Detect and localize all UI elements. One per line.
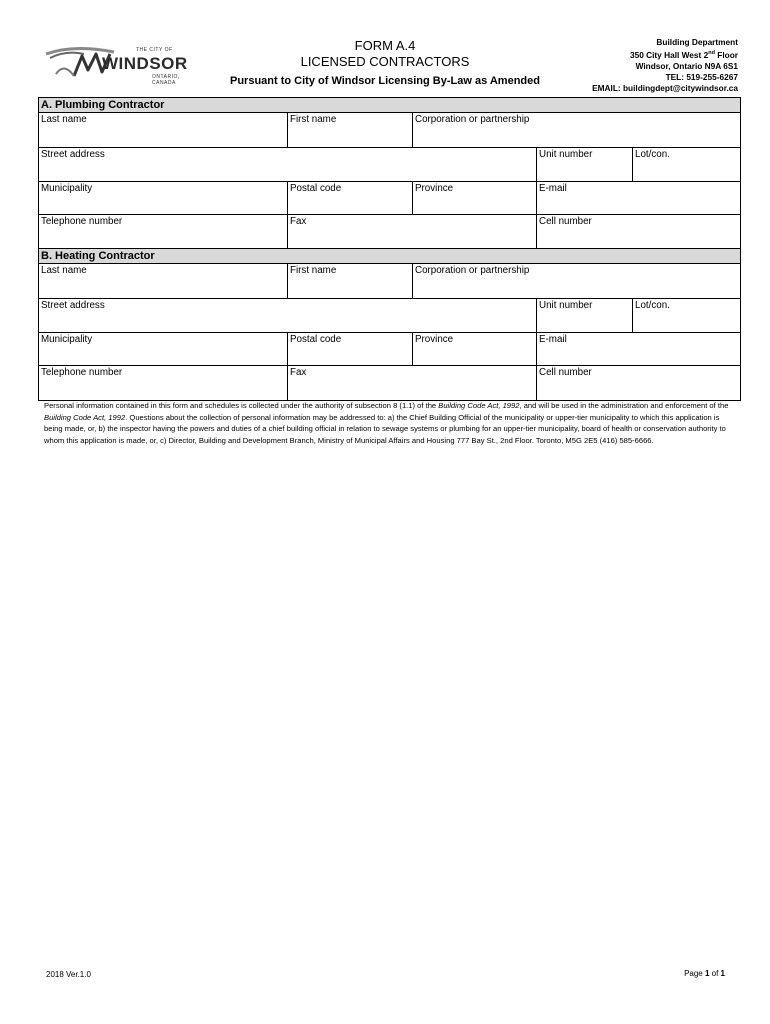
- plumbing-phone-row: [39, 215, 740, 249]
- plumbing-province-field[interactable]: Province: [413, 182, 537, 214]
- form-title-block: [220, 38, 550, 90]
- page-indicator: Page 1 of 1: [684, 969, 725, 978]
- plumbing-municipality-field[interactable]: Municipality: [39, 182, 288, 214]
- plumbing-postal-field[interactable]: Postal code: [288, 182, 413, 214]
- heating-street-field[interactable]: Street address: [39, 299, 537, 332]
- heating-section-heading: B. Heating Contractor: [39, 249, 740, 264]
- heating-contractor-section: [38, 248, 741, 401]
- plumbing-telephone-field[interactable]: Telephone number: [39, 215, 288, 249]
- plumbing-email-field[interactable]: E-mail: [539, 183, 567, 194]
- plumbing-street-field[interactable]: Street address: [39, 148, 537, 181]
- heating-postal-field[interactable]: Postal code: [288, 333, 413, 365]
- heating-lot-field[interactable]: Lot/con.: [635, 300, 670, 311]
- heating-name-row: [39, 264, 740, 299]
- form-version: 2018 Ver.1.0: [46, 970, 91, 979]
- heating-email-field[interactable]: E-mail: [539, 334, 567, 345]
- plumbing-contractor-section: [38, 97, 741, 250]
- plumbing-fax-field[interactable]: Fax: [288, 215, 537, 249]
- privacy-notice: Personal information contained in this form and schedules is collected under the authority of subsection 8 (1.1) of the Building Code Act, 1992, and will be used in the administration and enforcement of the Building Code Act, 1992. Questions about the collection of personal information may be addressed to: a) the Chief Building Official of the municipality or upper-tier municipality to which this application is being made, or, b) the inspector having the powers and duties of a chief building official in relation to sewage systems or plumbing for an upper-tier municipality, board of health or conservation authority to whom this application is made, or, c) Director, Building and Development Branch, Ministry of Municipal Affairs and Housing 777 Bay St., 2nd Floor. Toronto, M5G 2E5 (416) 585-6666.: [44, 401, 729, 445]
- plumbing-unit-field[interactable]: Unit number: [537, 148, 633, 181]
- department-name: Building Department: [656, 37, 738, 47]
- form-title: LICENSED CONTRACTORS: [300, 54, 470, 69]
- department-address: [592, 37, 738, 94]
- heating-phone-row: [39, 366, 740, 400]
- heating-location-row: [39, 333, 740, 366]
- plumbing-address-row: [39, 148, 740, 182]
- plumbing-first-name-field[interactable]: First name: [288, 113, 413, 147]
- windsor-logo: [44, 42, 204, 86]
- heating-telephone-field[interactable]: Telephone number: [39, 366, 288, 400]
- form-number: FORM A.4: [354, 38, 416, 53]
- plumbing-location-row: [39, 182, 740, 215]
- department-city: Windsor, Ontario N9A 6S1: [635, 60, 738, 71]
- department-tel: TEL: 519-255-6267: [665, 71, 738, 82]
- heating-municipality-field[interactable]: Municipality: [39, 333, 288, 365]
- plumbing-name-row: [39, 113, 740, 148]
- plumbing-section-heading: A. Plumbing Contractor: [39, 98, 740, 113]
- logo-bottom-text: ONTARIO, CANADA: [152, 74, 180, 86]
- heating-last-name-field[interactable]: Last name: [39, 264, 288, 298]
- heating-cell-field[interactable]: Cell number: [539, 367, 592, 378]
- heating-fax-field[interactable]: Fax: [288, 366, 537, 400]
- plumbing-corporation-field[interactable]: Corporation or partnership: [415, 114, 530, 125]
- heating-address-row: [39, 299, 740, 333]
- logo-top-text: THE CITY OF: [136, 47, 173, 53]
- heating-unit-field[interactable]: Unit number: [537, 299, 633, 332]
- form-subtitle: Pursuant to City of Windsor Licensing By-Law as Amended: [230, 75, 540, 87]
- department-email: EMAIL: buildingdept@citywindsor.ca: [592, 82, 738, 93]
- department-street: 350 City Hall West 2nd Floor: [629, 49, 738, 60]
- heating-corporation-field[interactable]: Corporation or partnership: [415, 265, 530, 276]
- plumbing-last-name-field[interactable]: Last name: [39, 113, 288, 147]
- logo-wordmark: WINDSOR: [102, 54, 188, 73]
- heating-first-name-field[interactable]: First name: [288, 264, 413, 298]
- heating-province-field[interactable]: Province: [413, 333, 537, 365]
- plumbing-lot-field[interactable]: Lot/con.: [635, 149, 670, 160]
- plumbing-cell-field[interactable]: Cell number: [539, 216, 592, 227]
